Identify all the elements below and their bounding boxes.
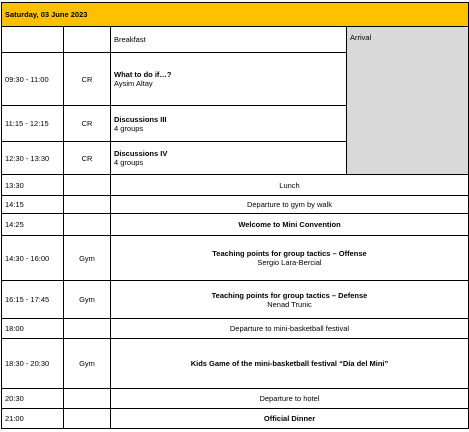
place-cell	[64, 196, 111, 214]
session-cell: Kids Game of the mini-basketball festival “Día del Mini”	[111, 339, 469, 389]
session-title: Teaching points for group tactics – Defense	[211, 290, 368, 300]
header-place-cell	[64, 27, 111, 53]
session-cell	[111, 142, 347, 175]
session-cell: Welcome to Mini Convention	[111, 214, 469, 236]
arrival-block: Arrival	[347, 27, 469, 175]
session-note: 4 groups	[114, 158, 144, 167]
time-cell: 20:30	[1, 389, 64, 409]
session-title: What to do if…?	[114, 70, 172, 79]
time-cell: 14:25	[1, 214, 64, 236]
session-cell: Official Dinner	[111, 409, 469, 429]
day-title: Saturday, 03 June 2023	[1, 2, 469, 27]
time-cell: 18:30 - 20:30	[1, 339, 64, 389]
place-cell: Gym	[64, 339, 111, 389]
place-cell: CR	[64, 106, 111, 142]
session-cell	[111, 106, 347, 142]
place-cell: Gym	[64, 281, 111, 319]
header-time-cell	[1, 27, 64, 53]
place-cell	[64, 409, 111, 429]
time-cell: 18:00	[1, 319, 64, 339]
place-cell: Gym	[64, 236, 111, 281]
time-cell: 13:30	[1, 175, 64, 196]
session-cell	[111, 53, 347, 106]
session-speaker: Aysim Altay	[114, 79, 153, 88]
session-speaker: Nenad Trunic	[267, 299, 312, 309]
session-note: 4 groups	[114, 123, 144, 133]
time-cell: 12:30 - 13:30	[1, 142, 64, 175]
place-cell	[64, 319, 111, 339]
time-cell: 16:15 - 17:45	[1, 281, 64, 319]
place-cell: CR	[64, 142, 111, 175]
session-cell	[111, 281, 469, 319]
place-cell	[64, 214, 111, 236]
time-cell: 11:15 - 12:15	[1, 106, 64, 142]
session-cell: Lunch	[111, 175, 469, 196]
session-speaker: Sergio Lara-Bercial	[257, 258, 322, 267]
place-cell	[64, 175, 111, 196]
session-cell: Departure to mini-basketball festival	[111, 319, 469, 339]
session-cell	[111, 236, 469, 281]
session-cell: Departure to hotel	[111, 389, 469, 409]
session-cell: Departure to gym by walk	[111, 196, 469, 214]
time-cell: 14:15	[1, 196, 64, 214]
session-title: Discussions IV	[114, 149, 168, 158]
time-cell: 09:30 - 11:00	[1, 53, 64, 106]
time-cell: 21:00	[1, 409, 64, 429]
place-cell	[64, 389, 111, 409]
session-title: Teaching points for group tactics – Offense	[212, 249, 367, 258]
breakfast-cell: Breakfast	[111, 27, 347, 53]
schedule-table	[1, 2, 469, 432]
session-title: Discussions III	[114, 114, 167, 124]
place-cell: CR	[64, 53, 111, 106]
time-cell: 14:30 - 16:00	[1, 236, 64, 281]
